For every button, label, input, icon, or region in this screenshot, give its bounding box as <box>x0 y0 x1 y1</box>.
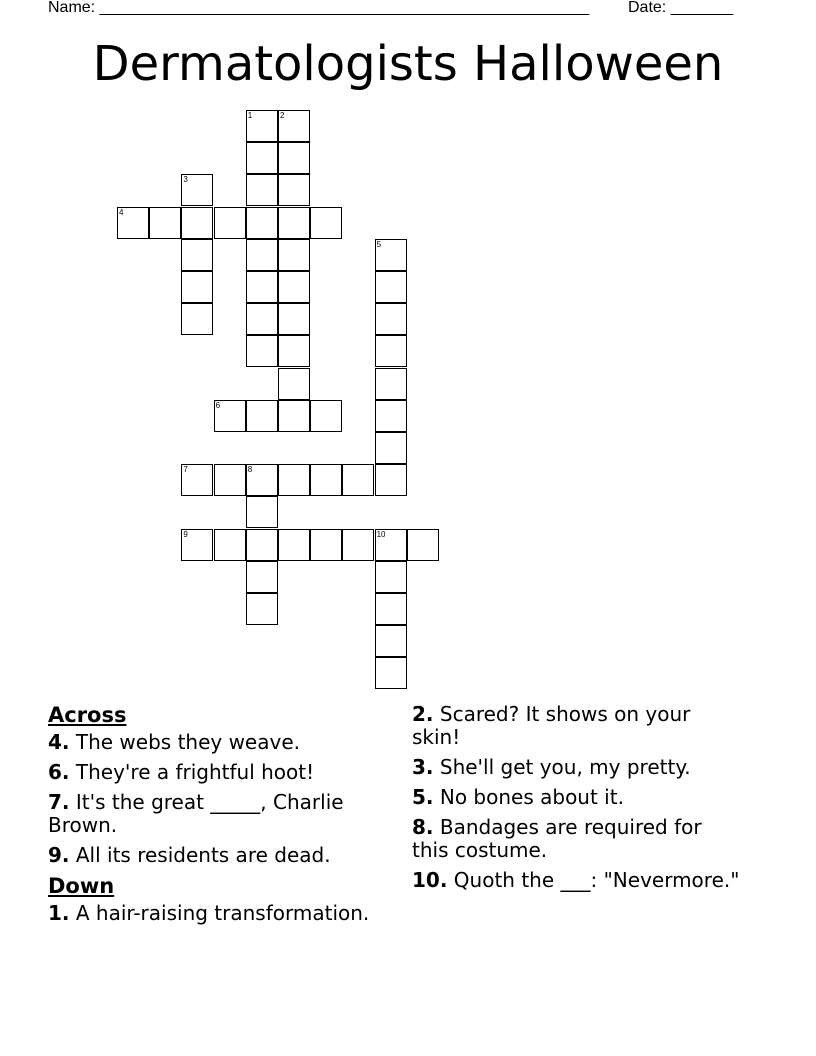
page-title: Dermatologists Halloween <box>92 36 724 92</box>
grid-cell[interactable] <box>181 303 213 335</box>
date-field[interactable]: Date: _______ <box>628 0 733 16</box>
clue-number: 8 <box>247 465 253 475</box>
clue-across-4: 4. The webs they weave. <box>48 730 300 754</box>
grid-cell[interactable] <box>246 207 278 239</box>
grid-cell[interactable] <box>375 561 407 593</box>
across-heading: Across <box>48 703 127 727</box>
clue-number: 2 <box>280 111 285 120</box>
grid-cell[interactable] <box>246 110 278 142</box>
grid-cell[interactable] <box>246 529 278 561</box>
grid-cell[interactable] <box>375 239 407 271</box>
clue-down-3: 3. She'll get you, my pretty. <box>412 755 691 779</box>
grid-cell[interactable] <box>375 368 407 400</box>
grid-cell[interactable] <box>278 239 310 271</box>
grid-cell[interactable] <box>214 207 246 239</box>
grid-cell[interactable] <box>310 207 342 239</box>
grid-cell[interactable] <box>246 400 278 432</box>
grid-cell[interactable] <box>278 303 310 335</box>
grid-cell[interactable] <box>246 496 278 528</box>
clue-down-10: 10. Quoth the ___: "Nevermore." <box>412 868 740 892</box>
grid-cell[interactable] <box>375 335 407 367</box>
grid-cell[interactable] <box>246 335 278 367</box>
grid-cell[interactable] <box>310 529 342 561</box>
grid-cell[interactable] <box>246 593 278 625</box>
clue-number: 6 <box>215 400 221 410</box>
clue-across-9: 9. All its residents are dead. <box>48 843 331 867</box>
grid-cell[interactable] <box>246 239 278 271</box>
grid-cell[interactable] <box>278 207 310 239</box>
down-heading: Down <box>48 874 115 898</box>
clue-number: 4 <box>119 207 124 217</box>
grid-cell[interactable] <box>342 464 374 496</box>
grid-cell[interactable] <box>181 529 213 561</box>
grid-cell[interactable] <box>246 271 278 303</box>
name-field[interactable]: Name: _______________________________________________________ <box>48 0 589 16</box>
clue-number: 3 <box>183 175 188 185</box>
grid-cell[interactable] <box>246 303 278 335</box>
grid-cell[interactable] <box>181 174 213 206</box>
grid-cell[interactable] <box>246 464 278 496</box>
grid-cell[interactable] <box>375 657 407 689</box>
grid-cell[interactable] <box>214 529 246 561</box>
grid-cell[interactable] <box>246 142 278 174</box>
clue-down-1: 1. A hair-raising transformation. <box>48 901 370 925</box>
grid-cell[interactable] <box>278 142 310 174</box>
grid-cell[interactable] <box>246 561 278 593</box>
grid-cell[interactable] <box>278 368 310 400</box>
clue-number: 7 <box>183 465 188 475</box>
grid-cell[interactable] <box>181 207 213 239</box>
grid-cell[interactable] <box>246 174 278 206</box>
grid-cell[interactable] <box>149 207 181 239</box>
grid-cell[interactable] <box>278 464 310 496</box>
grid-cell[interactable] <box>342 529 374 561</box>
grid-cell[interactable] <box>117 207 149 239</box>
grid-cell[interactable] <box>278 529 310 561</box>
grid-cell[interactable] <box>375 464 407 496</box>
grid-cell[interactable] <box>278 174 310 206</box>
grid-cell[interactable] <box>375 593 407 625</box>
grid-cell[interactable] <box>407 529 439 561</box>
grid-cell[interactable] <box>214 400 246 432</box>
clues-right-column <box>412 703 742 899</box>
clue-across-7: 7. It's the great _____, Charlie Brown. <box>48 790 344 837</box>
clue-down-8: 8. Bandages are required for this costume. <box>412 815 702 862</box>
grid-cell[interactable] <box>375 400 407 432</box>
grid-cell[interactable] <box>310 400 342 432</box>
grid-cell[interactable] <box>375 271 407 303</box>
clue-number: 1 <box>247 111 253 120</box>
grid-cell[interactable] <box>181 464 213 496</box>
grid-cell[interactable] <box>375 529 407 561</box>
clue-across-6: 6. They're a frightful hoot! <box>48 760 315 784</box>
grid-cell[interactable] <box>278 400 310 432</box>
clue-number: 10 <box>376 529 386 539</box>
grid-cell[interactable] <box>375 303 407 335</box>
grid-cell[interactable] <box>214 464 246 496</box>
clue-number: 9 <box>183 529 188 539</box>
grid-cell[interactable] <box>310 464 342 496</box>
grid-cell[interactable] <box>181 239 213 271</box>
grid-cell[interactable] <box>181 271 213 303</box>
grid-cell[interactable] <box>278 335 310 367</box>
grid-cell[interactable] <box>375 432 407 464</box>
clues-left-column <box>48 703 378 932</box>
grid-cell[interactable] <box>278 110 310 142</box>
clue-down-5: 5. No bones about it. <box>412 785 624 809</box>
grid-cell[interactable] <box>278 271 310 303</box>
clue-down-2: 2. Scared? It shows on your skin! <box>412 702 691 749</box>
grid-cell[interactable] <box>375 625 407 657</box>
clue-number: 5 <box>376 239 382 249</box>
